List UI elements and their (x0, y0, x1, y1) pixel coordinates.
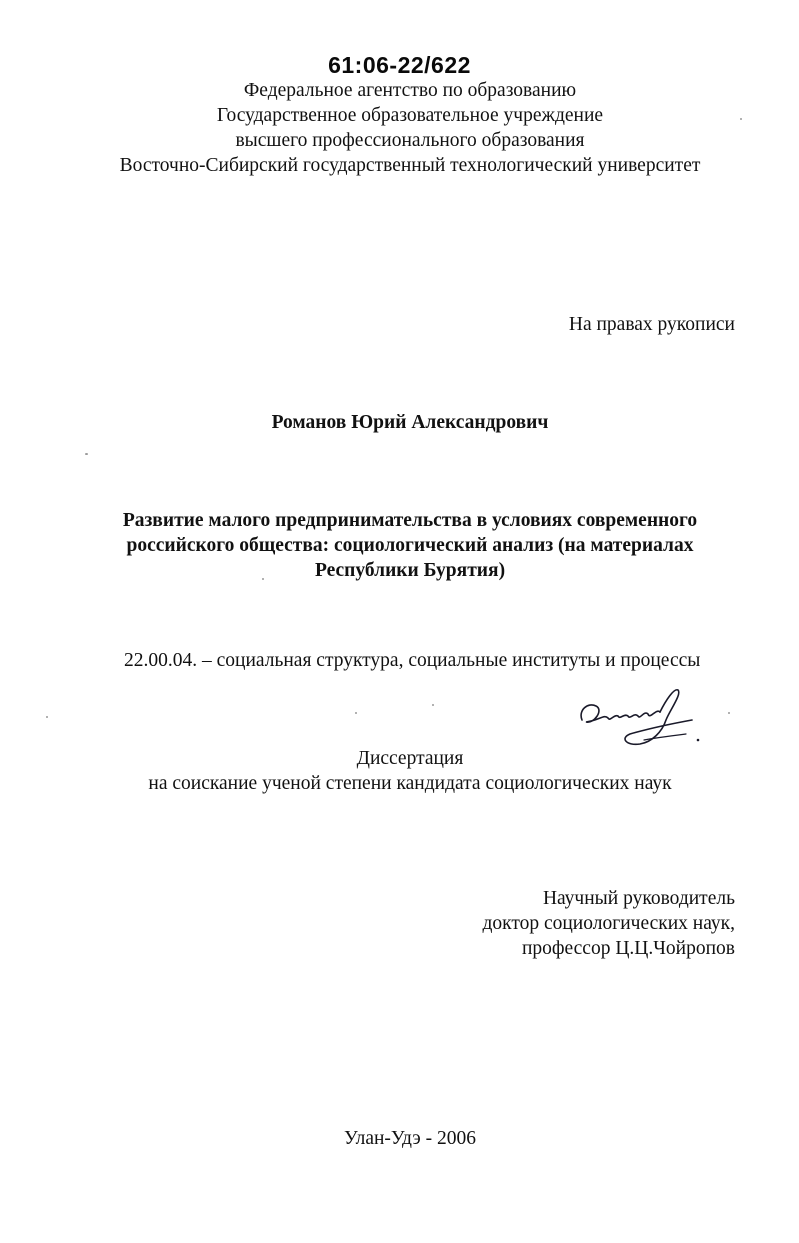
scan-speck (262, 578, 264, 580)
scan-speck (355, 712, 357, 714)
specialty-code: 22.00.04. – социальная структура, социальные институты и процессы (124, 650, 701, 671)
dissertation-statement (0, 746, 799, 796)
header-line: Федеральное агентство по образованию (243, 80, 577, 101)
dissertation-line: Диссертация (356, 748, 464, 769)
title-line: Республики Бурятия) (314, 560, 506, 581)
title-line: российского общества: социологический анализ (на материалах (126, 535, 694, 556)
scan-speck (740, 118, 742, 120)
rights-note: На правах рукописи (568, 314, 735, 335)
handwritten-signature (574, 680, 704, 752)
header-line: Государственное образовательное учреждение (216, 105, 604, 126)
supervisor-block (482, 886, 735, 961)
institution-header (0, 78, 799, 178)
thesis-title (0, 508, 799, 583)
scan-speck (85, 453, 88, 455)
dissertation-line: на соискание ученой степени кандидата социологических наук (148, 773, 672, 794)
supervisor-line: профессор Ц.Ц.Чойропов (521, 938, 735, 959)
header-line: высшего профессионального образования (235, 130, 585, 151)
header-line: Восточно-Сибирский государственный технологический университет (119, 155, 701, 176)
supervisor-line: доктор социологических наук, (482, 913, 735, 934)
archive-code: 61:06-22/622 (328, 52, 471, 78)
scan-speck (46, 716, 48, 718)
title-line: Развитие малого предпринимательства в условиях современного (122, 510, 698, 531)
scan-speck (432, 704, 434, 706)
supervisor-line: Научный руководитель (542, 888, 735, 909)
place-year: Улан-Удэ - 2006 (343, 1128, 476, 1149)
author-name: Романов Юрий Александрович (271, 412, 549, 433)
scan-speck (728, 712, 730, 714)
